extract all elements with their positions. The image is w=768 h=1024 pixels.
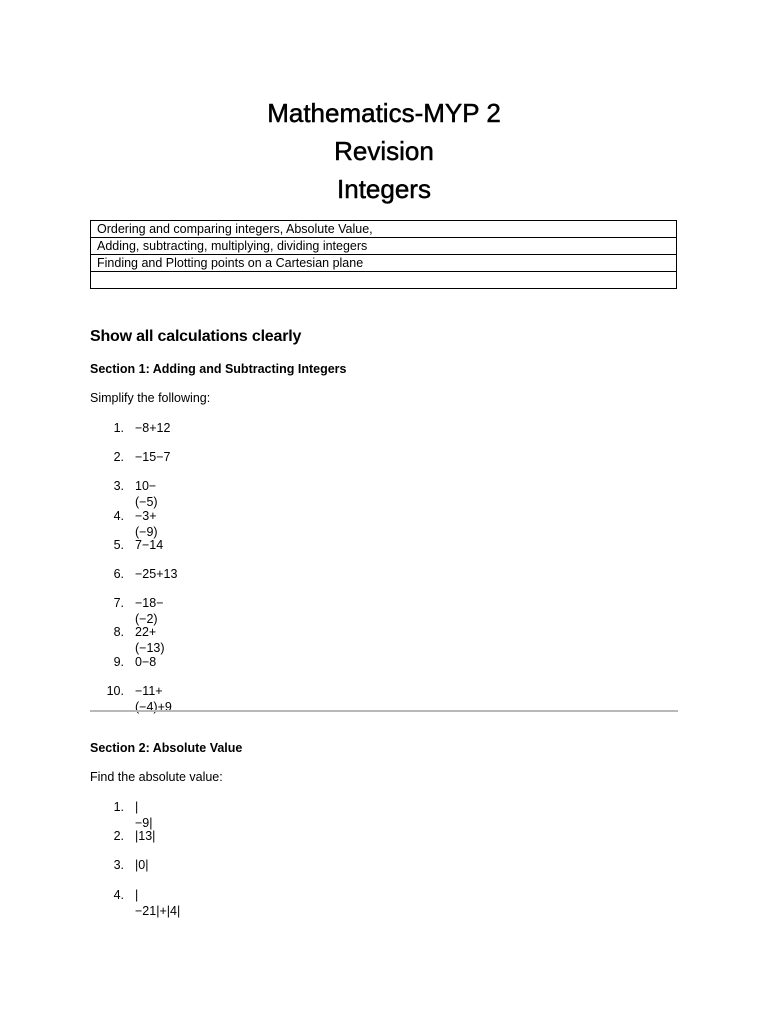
question-expression: |−9| [135, 800, 153, 830]
topics-row [91, 272, 677, 289]
question-expression: −25+13 [135, 566, 178, 581]
question-number: 9. [113, 654, 124, 669]
worksheet-title [0, 94, 768, 208]
question-expression: |0| [135, 858, 149, 873]
question-number: 4. [113, 887, 124, 902]
question-expression: 0−8 [135, 654, 157, 669]
section1-heading: Section 1: Adding and Subtracting Integers [90, 362, 347, 376]
question-expression: −18−(−2) [135, 596, 164, 627]
title-line-topic: Integers [337, 174, 431, 204]
topics-row [91, 255, 677, 272]
question-expression: |13| [135, 829, 156, 844]
section2-heading: Section 2: Absolute Value [90, 741, 243, 755]
question-number: 2. [113, 450, 124, 465]
topics-cell: Adding, subtracting, multiplying, dividing integers [91, 238, 677, 255]
question-expression: 7−14 [135, 537, 164, 552]
question-expression: 10−(−5) [135, 479, 158, 510]
question-number: 1. [113, 421, 124, 435]
section2-instruction: Find the absolute value: [90, 770, 223, 784]
question-expression: −11+(−4)+9 [135, 683, 172, 714]
topics-cell: Finding and Plotting points on a Cartesian plane [91, 255, 677, 272]
question-expression: −15−7 [135, 450, 171, 465]
title-line-revision: Revision [334, 136, 434, 166]
topics-cell [91, 272, 677, 289]
question-number: 6. [113, 566, 124, 581]
question-expression: 22+(−13) [135, 625, 165, 656]
topics-cell: Ordering and comparing integers, Absolute Value, [91, 221, 677, 238]
title-line-subject: Mathematics-MYP 2 [267, 98, 501, 128]
question-number: 2. [113, 829, 124, 844]
question-number: 10. [106, 683, 124, 698]
question-expression: −8+12 [135, 421, 171, 435]
general-instruction: Show all calculations clearly [90, 328, 302, 345]
question-number: 7. [113, 596, 124, 611]
question-number: 4. [113, 508, 124, 523]
section-divider [90, 710, 678, 712]
question-number: 8. [113, 625, 124, 640]
question-number: 5. [113, 537, 124, 552]
question-number: 1. [113, 800, 124, 814]
question-number: 3. [113, 858, 124, 873]
topics-row [91, 221, 677, 238]
question-number: 3. [113, 479, 124, 494]
section1-instruction: Simplify the following: [90, 391, 211, 405]
topics-row [91, 238, 677, 255]
question-expression: |−21|+|4| [135, 887, 181, 918]
question-expression: −3+(−9) [135, 508, 158, 539]
topics-table [90, 220, 677, 289]
